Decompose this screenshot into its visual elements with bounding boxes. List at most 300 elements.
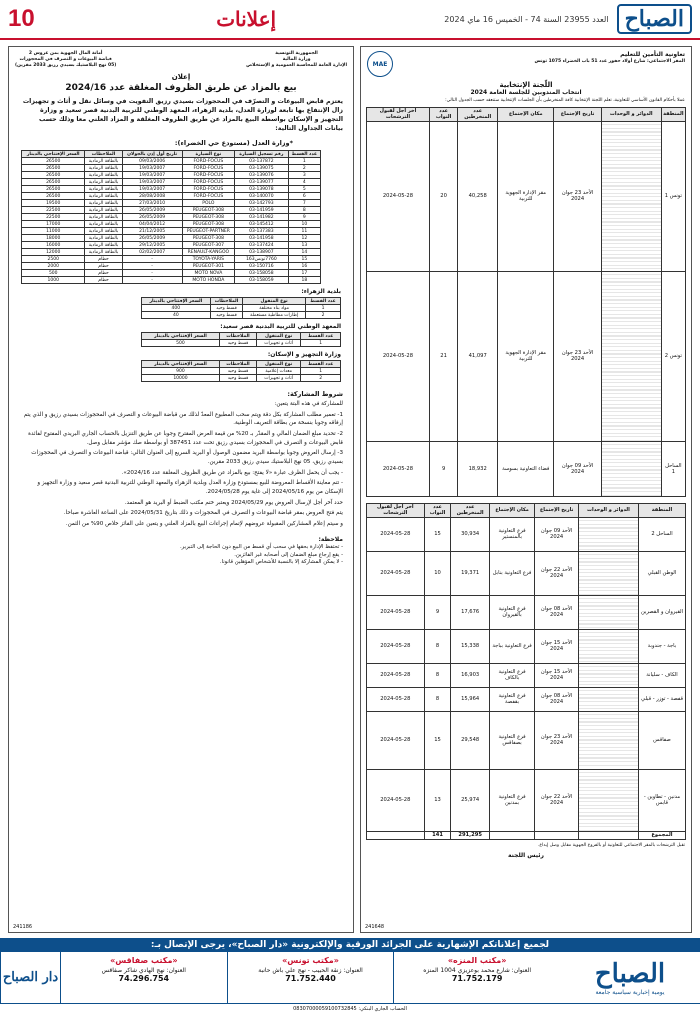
region-row bbox=[367, 551, 686, 595]
table-cell: 26500 bbox=[22, 179, 85, 186]
table-cell bbox=[578, 663, 638, 687]
table-cell: الكاف - سليانة bbox=[638, 663, 685, 687]
table-cell: فرع التعاونية بالقيروان bbox=[489, 595, 534, 629]
table-cell: 18 bbox=[288, 277, 320, 284]
column-header: عدد النواب bbox=[429, 107, 457, 121]
region-row bbox=[367, 663, 686, 687]
table-cell: أثاث و تجهيزات bbox=[257, 375, 301, 382]
vehicle-row bbox=[22, 172, 321, 179]
table-cell: فرع التعاونية بالمنستير bbox=[489, 517, 534, 551]
table-cell: PEUGEOT-308 bbox=[182, 235, 234, 242]
vehicle-row bbox=[22, 249, 321, 256]
table-cell: 8 bbox=[424, 687, 451, 711]
table-cell: 03-137424 bbox=[235, 242, 289, 249]
dar-assabah-logo: دار الصباح bbox=[0, 952, 60, 1003]
table-cell: 09/03/2006 bbox=[122, 158, 182, 165]
table-cell: 4 bbox=[288, 179, 320, 186]
table-cell: PEUGEOT-308 bbox=[182, 214, 234, 221]
table-cell: بالطاقة الرمادية bbox=[85, 249, 122, 256]
section-justice: *وزارة العدل (مستودع حي الخضراء): bbox=[174, 139, 293, 148]
table-cell: 27/03/2010 bbox=[122, 200, 182, 207]
column-header: الدوائر و الوحدات bbox=[578, 503, 638, 517]
table-cell: 03-140070 bbox=[235, 193, 289, 200]
notes-title: ملاحظة: bbox=[318, 535, 343, 543]
table-cell: 1000 bbox=[22, 277, 85, 284]
vehicle-row bbox=[22, 214, 321, 221]
table-cell: POLO bbox=[182, 200, 234, 207]
signature: رئيس اللجنة bbox=[508, 851, 544, 859]
table-cell: 1 bbox=[301, 340, 341, 347]
table-cell: 15 bbox=[424, 711, 451, 769]
vehicle-row bbox=[22, 207, 321, 214]
masthead bbox=[444, 4, 692, 34]
institute-row bbox=[142, 340, 341, 347]
region-row bbox=[367, 121, 686, 271]
table-cell: 2024-05-28 bbox=[367, 711, 425, 769]
table-cell: بالطاقة الرمادية bbox=[85, 242, 122, 249]
column-header: الملاحظات bbox=[219, 333, 256, 340]
condition-item: - يجب أن يحمل الظرف عبارة «لا يفتح: بيع بالمزاد عن طريق الظروف المغلقة عدد 2024/16». bbox=[121, 469, 343, 476]
condition-item: 2- تحديد مبلغ الضمان المالي و المقدّر بـ 20% من قيمة العرض المقترح وجوبا عن طريق التنزيل بالحساب الجاري البريدي المفتوح لفائدة قابض البيوعات و التصرف في المحجوزات بسيدي رزيق تحت عدد 387451 أو بواسطة صك مؤشر مقابل وصل. bbox=[28, 431, 343, 446]
table-cell: 25,974 bbox=[451, 769, 489, 831]
table-cell: 10 bbox=[424, 551, 451, 595]
equipment-row bbox=[142, 375, 341, 382]
zahra-row bbox=[142, 305, 341, 312]
column-header: عدد القسط bbox=[288, 151, 320, 158]
condition-item: 3- إرسال العروض وجوبا بواسطة البريد مضمون الوصول أو البريد السريع إلى العنوان التالي: قباضة البيوعات و التصرف في المحجوزات بسيدي رزيق، 05 نهج البلاستيك سيدي رزيق 2033 مقرين. bbox=[31, 450, 343, 465]
table-cell: 11 bbox=[288, 228, 320, 235]
table-cell: 11000 bbox=[22, 228, 85, 235]
vehicle-row bbox=[22, 221, 321, 228]
vehicle-row bbox=[22, 235, 321, 242]
table-cell: 2 bbox=[288, 165, 320, 172]
table-cell: 10 bbox=[288, 221, 320, 228]
column-header: الملاحظات bbox=[210, 298, 243, 305]
column-header: نوع المنقول bbox=[257, 361, 301, 368]
table-cell: الأحد 23 جوان 2024 bbox=[535, 711, 579, 769]
table-cell: 21 bbox=[429, 271, 457, 441]
table-cell: FORD-FOCUS bbox=[182, 158, 234, 165]
ad-footer bbox=[0, 938, 700, 1019]
condition-item: 1- تعمير مطلب المشاركة بكل دقة ويتم سحب المطبوع المعدّ لذلك من قباضة البيوعات و التصرف في المحجوزات بسيدي رزيق و الذي يتم إرفاقه وجوبا بنسخة من بطاقة التعريف الوطنية. bbox=[23, 411, 343, 427]
table-cell bbox=[601, 441, 661, 496]
table-cell: 400 bbox=[142, 305, 211, 312]
table-cell bbox=[367, 831, 425, 839]
vehicle-row bbox=[22, 165, 321, 172]
vehicle-row bbox=[22, 186, 321, 193]
table-cell: 40 bbox=[142, 312, 211, 319]
table-cell: 03-145412 bbox=[235, 221, 289, 228]
table-cell bbox=[578, 629, 638, 663]
column-header: الدوائر و الوحدات bbox=[601, 107, 661, 121]
condition-item: يتم فتح العروض بمقر قباضة البيوعات و التصرف في المحجوزات و ذلك بتاريخ 2024/05/31 على الساعة العاشرة صباحا. bbox=[63, 510, 343, 517]
table-cell: تونس 1 bbox=[661, 121, 685, 271]
table-cell: قسط وحيد bbox=[219, 368, 256, 375]
table-cell: فرع التعاونية بالكاف bbox=[489, 663, 534, 687]
table-cell: 2024-05-28 bbox=[367, 663, 425, 687]
column-header: آخر أجل لقبول الترشحات bbox=[367, 503, 425, 517]
table-cell bbox=[578, 551, 638, 595]
table-cell: 26/05/2009 bbox=[122, 235, 182, 242]
table-cell: 15,964 bbox=[451, 687, 489, 711]
column-header: عدد المنخرطين bbox=[458, 107, 498, 121]
table-cell: حطام bbox=[85, 256, 122, 263]
table-cell: 18,932 bbox=[458, 441, 498, 496]
table-cell bbox=[601, 271, 661, 441]
table-cell: الساحل 1 bbox=[661, 441, 685, 496]
equipment-row bbox=[142, 368, 341, 375]
table-cell: MOTO NOVA bbox=[182, 270, 234, 277]
column-header: عدد القسط bbox=[306, 298, 341, 305]
zahra-table bbox=[141, 297, 341, 319]
column-header: السعر الإفتتاحي بالدينار bbox=[142, 333, 220, 340]
table-cell: 26/05/2009 bbox=[122, 207, 182, 214]
table-cell: 9 bbox=[429, 441, 457, 496]
right-ref: 241648 bbox=[365, 924, 385, 930]
table-cell: 17,676 bbox=[451, 595, 489, 629]
table-cell: 22500 bbox=[22, 214, 85, 221]
table-cell: 03-139076 bbox=[235, 172, 289, 179]
table-cell: بالطاقة الرمادية bbox=[85, 228, 122, 235]
column-header: آخر أجل لقبول الترشحات bbox=[367, 107, 430, 121]
table-cell: 26500 bbox=[22, 172, 85, 179]
table-cell: - bbox=[122, 277, 182, 284]
table-cell: 13 bbox=[424, 769, 451, 831]
table-cell: 12 bbox=[288, 235, 320, 242]
vehicle-row bbox=[22, 270, 321, 277]
table-cell: 15,338 bbox=[451, 629, 489, 663]
table-cell: 30,934 bbox=[451, 517, 489, 551]
table-cell: 9 bbox=[288, 214, 320, 221]
table-cell: 1 bbox=[288, 158, 320, 165]
org-info: تعاونية التأمين للتعليم المقر الاجتماعي: شارع أولاد حفوز عدد 51 باب الخضراء 1075 تونس bbox=[534, 51, 685, 64]
table-cell: 900 bbox=[142, 368, 220, 375]
table-cell: 2024-05-28 bbox=[367, 121, 430, 271]
region-row bbox=[367, 517, 686, 551]
table-cell: فرع التعاونية بمدنين bbox=[489, 769, 534, 831]
table-cell: 2024-05-28 bbox=[367, 271, 430, 441]
elections-footer-note: تقبل الترشحات بالمقر الاجتماعي للتعاونية أو بالفروع الجهوية مقابل وصل إيداع. bbox=[538, 843, 685, 849]
table-cell: 26500 bbox=[22, 165, 85, 172]
table-cell: 15 bbox=[288, 256, 320, 263]
region-row bbox=[367, 441, 686, 496]
table-cell: FORD-FOCUS bbox=[182, 172, 234, 179]
region-row bbox=[367, 595, 686, 629]
table-cell: 03-137872 bbox=[235, 158, 289, 165]
table-cell: 19500 bbox=[22, 200, 85, 207]
region-row bbox=[367, 769, 686, 831]
column-header: عدد القسط bbox=[301, 361, 341, 368]
table-cell: 03-137383 bbox=[235, 228, 289, 235]
table-cell: 6 bbox=[288, 193, 320, 200]
office-menzah: «مكتب المنزه» العنوان: شارع محمد بوعزيزي 1004 المنزه 71.752.179 bbox=[393, 952, 560, 1003]
committee-intro: عملا بأحكام القانون الأساسي للتعاونية، تعلم اللجنة الإنتخابية كافة المنخرطين بأن الجلسات الإنتخابية ستنعقد حسب الجدول التالي: bbox=[445, 98, 685, 103]
column-header: المنطقة bbox=[661, 107, 685, 121]
table-cell: قسط وحيد bbox=[210, 312, 243, 319]
table-cell: 13 bbox=[288, 242, 320, 249]
column-header: تاريخ الإجتماع bbox=[535, 503, 579, 517]
column-header: عدد القسط bbox=[301, 333, 341, 340]
table-cell: 26500 bbox=[22, 186, 85, 193]
column-header: السعر الإفتتاحي بالدينار bbox=[142, 361, 220, 368]
table-cell: فرع التعاونية بنابل bbox=[489, 551, 534, 595]
notice-title: بيع بالمزاد عن طريق الظروف المغلقة عدد 2024/16 bbox=[65, 82, 297, 93]
note-item: - يقع إرجاع مبلغ الضمان إلى أصحابه غير الفائزين. bbox=[234, 551, 343, 558]
condition-item: للمشاركة في هذه البتة يتعين: bbox=[274, 401, 343, 408]
note-item: - تحتفظ الإدارة بحقها في سحب أي قسط من البيع دون الحاجة إلى التبرير. bbox=[180, 543, 343, 550]
table-cell: الأحد 22 جوان 2024 bbox=[535, 769, 579, 831]
zahra-row bbox=[142, 312, 341, 319]
section-equipment: وزارة التجهيز و الإسكان: bbox=[267, 351, 341, 359]
table-cell: بالطاقة الرمادية bbox=[85, 200, 122, 207]
table-cell: 2024-05-28 bbox=[367, 517, 425, 551]
table-cell bbox=[578, 769, 638, 831]
table-cell: 2024-05-28 bbox=[367, 769, 425, 831]
vehicle-row bbox=[22, 277, 321, 284]
table-cell: 1 bbox=[306, 305, 341, 312]
table-cell: الأحد 23 جوان 2024 bbox=[554, 271, 601, 441]
column-header: تاريخ الإجتماع bbox=[554, 107, 601, 121]
table-cell: 29/12/2005 bbox=[122, 242, 182, 249]
table-cell: 03-158058 bbox=[235, 270, 289, 277]
column-header: عدد النواب bbox=[424, 503, 451, 517]
table-cell: 03-138907 bbox=[235, 249, 289, 256]
table-cell: الأحد 23 جوان 2024 bbox=[554, 121, 601, 271]
table-cell: FORD-FOCUS bbox=[182, 186, 234, 193]
table-cell: باجة - جندوبة bbox=[638, 629, 685, 663]
office-sfax: «مكتب صفاقس» العنوان: نهج الهادي شاكر صفاقس 74.296.754 bbox=[60, 952, 227, 1003]
table-cell: الوطن القبلي bbox=[638, 551, 685, 595]
table-cell: 03-139075 bbox=[235, 165, 289, 172]
table-cell: الأحد 08 جوان 2024 bbox=[535, 687, 579, 711]
table-cell: 17000 bbox=[22, 221, 85, 228]
table-cell: إطارات مطاطية مستعملة bbox=[243, 312, 306, 319]
footer-banner: لجميع إعلاناتكم الإشهارية على الجرائد الورقية والإلكترونية «دار الصباح»، يرجى الإتصال بـ: bbox=[0, 938, 700, 952]
table-cell: 29,548 bbox=[451, 711, 489, 769]
notice-label: إعلان bbox=[171, 72, 191, 81]
table-cell: أثاث و تجهيزات bbox=[257, 340, 301, 347]
column-header: الملاحظات bbox=[219, 361, 256, 368]
table-cell: 03-158059 bbox=[235, 277, 289, 284]
table-cell: 03-141958 bbox=[235, 235, 289, 242]
table-cell: حطام bbox=[85, 270, 122, 277]
column-header: مكان الإجتماع bbox=[498, 107, 554, 121]
table-cell: 19/03/2007 bbox=[122, 165, 182, 172]
table-cell: بالطاقة الرمادية bbox=[85, 186, 122, 193]
table-cell: 03-139078 bbox=[235, 186, 289, 193]
table-cell: بالطاقة الرمادية bbox=[85, 214, 122, 221]
column-header: نوع المنقول bbox=[243, 298, 306, 305]
footer-logo: الصباح يومية إخبارية سياسية جامعة bbox=[594, 959, 666, 996]
table-cell: 8 bbox=[288, 207, 320, 214]
issue-info: العدد 23955 السنة 74 - الخميس 16 ماي 2024 bbox=[444, 14, 609, 24]
notice-intro: يعتزم قابض البيوعات و التصرّف في المحجوزات بسيدي رزيق التفويت في وسائل نقل و أثاث و تجهيزات زال الإنتفاع بها تابعة لوزارة العدل، بلدية الزهراء، المعهد الوطني للتربية البدنية قصر سعيد و وزارة التجهيز و الإسكان بواسطة البيع بالمزاد عن طريق الظروف المغلقة و المزاد العلني معا وذلك حسب بيانات الجداول التالية: bbox=[22, 97, 343, 132]
auction-notice bbox=[8, 46, 354, 933]
table-cell: 16000 bbox=[22, 242, 85, 249]
table-cell: 12000 bbox=[22, 249, 85, 256]
table-cell: 26500 bbox=[22, 158, 85, 165]
table-cell bbox=[578, 831, 638, 839]
table-cell: حطام bbox=[85, 263, 122, 270]
table-cell: مقر الإدارة الجهوية للتربية bbox=[498, 121, 554, 271]
table-cell: RENAULT-KANGOO bbox=[182, 249, 234, 256]
table-cell: 17 bbox=[288, 270, 320, 277]
notice-heading bbox=[9, 47, 353, 73]
table-cell: مدنين - تطاوين - قابس bbox=[638, 769, 685, 831]
table-cell: PEUGEOT-307 bbox=[182, 242, 234, 249]
table-cell: - bbox=[122, 270, 182, 277]
vehicles-table bbox=[21, 150, 321, 284]
table-cell: 15 bbox=[424, 517, 451, 551]
table-cell: FORD-FOCUS bbox=[182, 193, 234, 200]
table-cell: PEUGEOT-308 bbox=[182, 221, 234, 228]
notes-list bbox=[9, 544, 353, 568]
table-cell: بالطاقة الرمادية bbox=[85, 221, 122, 228]
column-header: رقم تسجيل السيارة bbox=[235, 151, 289, 158]
table-cell: 2500 bbox=[22, 256, 85, 263]
table-cell: 500 bbox=[22, 270, 85, 277]
table-cell: صفاقس bbox=[638, 711, 685, 769]
table-cell: 16 bbox=[288, 263, 320, 270]
table-cell: بالطاقة الرمادية bbox=[85, 235, 122, 242]
table-cell: - bbox=[122, 263, 182, 270]
table-cell: 1 bbox=[301, 368, 341, 375]
note-item: - لا يمكن المشاركة إلا بالنسبة للأشخاص المؤهلين قانونا. bbox=[219, 559, 343, 566]
column-header: نوع المنقول bbox=[257, 333, 301, 340]
table-cell bbox=[489, 831, 534, 839]
table-cell: القيروان و القصرين bbox=[638, 595, 685, 629]
table-cell bbox=[578, 711, 638, 769]
table-cell: قسط وحيد bbox=[219, 375, 256, 382]
region-row bbox=[367, 687, 686, 711]
table-cell: 40,258 bbox=[458, 121, 498, 271]
table-cell: PEUGEOT-PARTNER bbox=[182, 228, 234, 235]
footer-bank: الحساب الجاري البنكي: 08307000059100732845 bbox=[293, 1006, 407, 1012]
table-cell: 41,097 bbox=[458, 271, 498, 441]
condition-item: حدد آخر أجل لإرسال العروض يوم 2024/05/29 ويعتبر ختم مكتب الضبط أو البريد هو المعتمد. bbox=[124, 499, 343, 506]
equipment-table bbox=[141, 360, 341, 382]
section-zahra: بلدية الزهراء: bbox=[301, 288, 341, 296]
column-header: نوع السيارة bbox=[182, 151, 234, 158]
table-cell: فضاء التعاونية بسوسة bbox=[498, 441, 554, 496]
table-cell: بالطاقة الرمادية bbox=[85, 193, 122, 200]
table-cell bbox=[578, 595, 638, 629]
table-cell: TOYOTA-YARIS bbox=[182, 256, 234, 263]
section-institute: المعهد الوطني للتربية البدنية قصر سعيد: bbox=[220, 323, 341, 331]
column-header: عدد المنخرطين bbox=[451, 503, 489, 517]
newspaper-logo: الصباح bbox=[617, 4, 692, 34]
table-cell: 10000 bbox=[142, 375, 220, 382]
table-cell: 14 bbox=[288, 249, 320, 256]
table-cell: - bbox=[122, 256, 182, 263]
table-cell: 291,295 bbox=[451, 831, 489, 839]
table-cell: 2000 bbox=[22, 263, 85, 270]
condition-item: - تتم معاينة الأقساط المعروضة للبيع بمستودع وزارة العدل وبلدية الزهراء والمعهد الوطني للتربية البدنية قصر سعيد و وزارة التجهيز و الإسكان من يوم 2024/05/16 إلى غاية يوم 2024/05/28. bbox=[37, 480, 343, 495]
heading-right: الجمهورية التونسية وزارة المالية الإدارة العامة للمحاسبة العمومية و الإستخلاص bbox=[246, 51, 347, 68]
table-cell: 02/02/2007 bbox=[122, 249, 182, 256]
heading-left: أمانة المال الجهوية بمن عروس 2 قباضة البيوعات و التصرف في المحجوزات (05 نهج البلاستيك بسيدي رزيق 2033 مقرين) bbox=[15, 51, 117, 68]
table-cell: الأحد 09 جوان 2024 bbox=[535, 517, 579, 551]
table-cell: قفصة - توزر - قبلي bbox=[638, 687, 685, 711]
vehicle-row bbox=[22, 158, 321, 165]
table-cell: فرع التعاونية بقفصة bbox=[489, 687, 534, 711]
table-cell: الأحد 15 جوان 2024 bbox=[535, 629, 579, 663]
table-cell bbox=[578, 517, 638, 551]
table-cell: 04/04/2012 bbox=[122, 221, 182, 228]
table-cell: 26/05/2009 bbox=[122, 214, 182, 221]
table-cell: 19/03/2007 bbox=[122, 172, 182, 179]
table-cell: الأحد 08 جوان 2024 bbox=[535, 595, 579, 629]
table-cell: PEUGEOT-308 bbox=[182, 207, 234, 214]
table-cell: PEUGEOT-301 bbox=[182, 263, 234, 270]
table-cell bbox=[578, 687, 638, 711]
table-cell: 03-139077 bbox=[235, 179, 289, 186]
table-cell: 2024-05-28 bbox=[367, 629, 425, 663]
table-cell: الأحد 15 جوان 2024 bbox=[535, 663, 579, 687]
table-cell: 18000 bbox=[22, 235, 85, 242]
office-tunis: «مكتب تونس» العنوان: زنقة الحبيب - نهج علي باش حانبة 71.752.440 bbox=[227, 952, 394, 1003]
left-ref: 241186 bbox=[13, 924, 33, 930]
table-cell: 26500 bbox=[22, 193, 85, 200]
table-cell: قسط وحيد bbox=[210, 305, 243, 312]
vehicle-row bbox=[22, 228, 321, 235]
vehicle-row bbox=[22, 200, 321, 207]
column-header: تاريخ أول إذن بالجولان bbox=[122, 151, 182, 158]
table-cell: 20 bbox=[429, 121, 457, 271]
table-cell: 19,371 bbox=[451, 551, 489, 595]
conditions-list bbox=[9, 400, 353, 529]
table-cell: 03-141982 bbox=[235, 214, 289, 221]
table-cell: بالطاقة الرمادية bbox=[85, 179, 122, 186]
table-cell: 21/12/2005 bbox=[122, 228, 182, 235]
mae-logo: MAE bbox=[367, 51, 393, 77]
condition-item: و سيتم إعلام المشاركين المقبولة عروضهم لإتمام إجراءات البيع بالمزاد العلني و يتعين على الفائز خلاص 90% من الثمن. bbox=[65, 520, 343, 527]
table-cell: قسط وحيد bbox=[219, 340, 256, 347]
table-cell: 2024-05-28 bbox=[367, 595, 425, 629]
vehicle-row bbox=[22, 193, 321, 200]
vehicle-row bbox=[22, 263, 321, 270]
table-cell: 2 bbox=[306, 312, 341, 319]
section-title: إعلانات bbox=[216, 7, 277, 31]
conditions-title: شروط المشاركة: bbox=[287, 390, 343, 399]
column-header: مكان الإجتماع bbox=[489, 503, 534, 517]
table-cell: FORD-FOCUS bbox=[182, 165, 234, 172]
table-cell: مقر الإدارة الجهوية للتربية bbox=[498, 271, 554, 441]
table-cell: MOTO HONDA bbox=[182, 277, 234, 284]
table-cell: 2024-05-28 bbox=[367, 551, 425, 595]
table-cell: 7 bbox=[288, 200, 320, 207]
region-row bbox=[367, 271, 686, 441]
total-row bbox=[367, 831, 686, 839]
table-cell: 22500 bbox=[22, 207, 85, 214]
table-cell: 5 bbox=[288, 186, 320, 193]
table-cell: المجموع bbox=[638, 831, 685, 839]
vehicle-row bbox=[22, 256, 321, 263]
table-cell: 8 bbox=[424, 629, 451, 663]
table-cell: 03-150716 bbox=[235, 263, 289, 270]
table-cell: الأحد 09 جوان 2024 bbox=[554, 441, 601, 496]
elections-notice bbox=[360, 46, 692, 933]
region-row bbox=[367, 629, 686, 663]
elections-table-bottom bbox=[366, 503, 686, 840]
table-cell: FORD-FOCUS bbox=[182, 179, 234, 186]
table-cell bbox=[601, 121, 661, 271]
vehicle-row bbox=[22, 242, 321, 249]
page-header bbox=[0, 0, 700, 40]
column-header: المنطقة bbox=[638, 503, 685, 517]
table-cell: 141 bbox=[424, 831, 451, 839]
elections-table-top bbox=[366, 107, 686, 497]
